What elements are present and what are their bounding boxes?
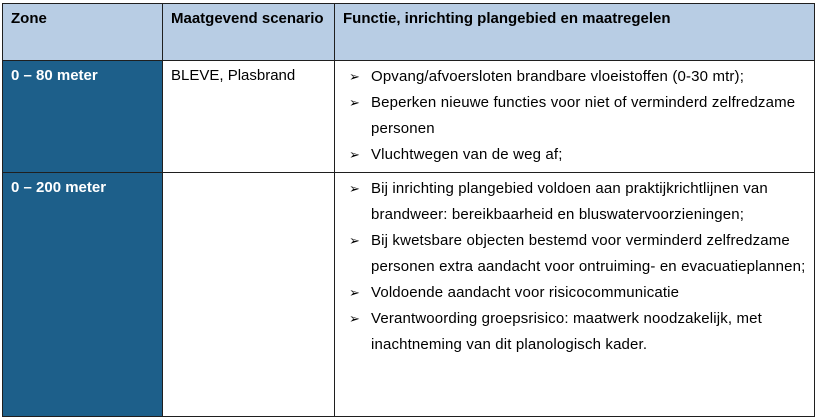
arrow-right-icon: ➢ [349,233,361,248]
list-item [349,306,814,358]
scenario-cell: BLEVE, Plasbrand [163,61,335,173]
header-zone: Zone [3,4,163,61]
arrow-right-icon: ➢ [349,285,361,300]
measure-text: Bij inrichting plangebied voldoen aan praktijkrichtlijnen van brandweer: bereikbaarheid en bluswatervoorzieningen; [371,180,768,223]
zone-cell: 0 – 200 meter [3,173,163,417]
measures-cell [335,173,815,417]
zone-cell: 0 – 80 meter [3,61,163,173]
table-header-row [3,4,815,61]
measures-list [349,176,814,358]
table-row [3,61,815,173]
scenario-cell [163,173,335,417]
list-item [349,90,814,142]
list-item [349,176,814,228]
arrow-right-icon: ➢ [349,311,361,326]
measure-text: Voldoende aandacht voor risicocommunicatie [371,284,680,301]
list-item [349,280,814,306]
list-item [349,64,814,90]
header-scenario: Maatgevend scenario [163,4,335,61]
arrow-right-icon: ➢ [349,147,361,162]
arrow-right-icon: ➢ [349,181,361,196]
measure-text: Vluchtwegen van de weg af; [371,146,563,163]
measures-list [349,64,814,168]
header-functions: Functie, inrichting plangebied en maatregelen [335,4,815,61]
measure-text: Opvang/afvoersloten brandbare vloeistoffen (0-30 mtr); [371,68,745,85]
table-row [3,173,815,417]
measure-text: Beperken nieuwe functies voor niet of verminderd zelfredzame personen [371,94,796,137]
zones-table [2,3,815,417]
arrow-right-icon: ➢ [349,69,361,84]
arrow-right-icon: ➢ [349,95,361,110]
measure-text: Bij kwetsbare objecten bestemd voor verminderd zelfredzame personen extra aandacht voor ontruiming- en evacuatieplannen; [371,232,806,275]
list-item [349,228,814,280]
measures-cell [335,61,815,173]
measure-text: Verantwoording groepsrisico: maatwerk noodzakelijk, met inachtneming van dit planologisch kader. [371,310,762,353]
list-item [349,142,814,168]
